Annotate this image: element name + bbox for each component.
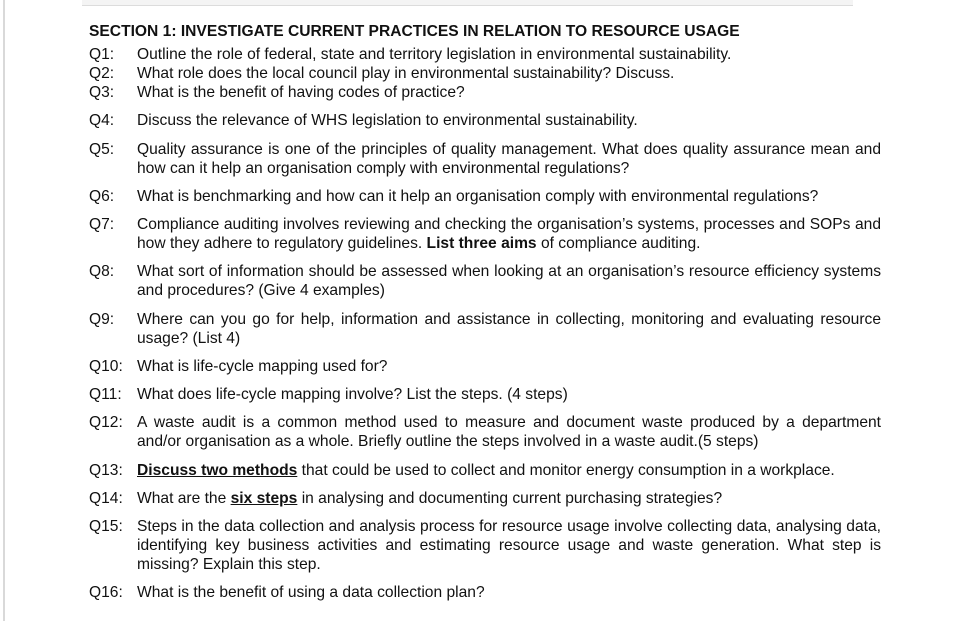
left-margin-rule <box>3 0 5 621</box>
top-page-edge <box>82 0 853 6</box>
question-text-emphasis: List three aims <box>426 235 537 252</box>
question-text: Steps in the data collection and analysis process for resource usage involve collecting data, analysing data, identifying key business activities and estimating resource usage and waste generation. What step is missing? Explain this step. <box>137 518 881 573</box>
question-number: Q3: <box>89 84 115 101</box>
question-q9 <box>89 310 881 348</box>
question-q3 <box>89 83 881 102</box>
question-q13 <box>89 461 881 480</box>
question-number: Q12: <box>89 414 123 431</box>
question-number: Q16: <box>89 584 123 601</box>
question-text-emphasis: Discuss two methods <box>137 462 298 479</box>
question-q14 <box>89 489 881 508</box>
question-text-part: of compliance auditing. <box>536 235 701 252</box>
question-text: What role does the local council play in environmental sustainability? Discuss. <box>137 65 675 82</box>
question-number: Q14: <box>89 490 123 507</box>
question-text: A waste audit is a common method used to measure and document waste produced by a department and/or organisation as a whole. Briefly outline the steps involved in a waste audit.(5 steps) <box>137 414 881 450</box>
document-body <box>89 21 881 602</box>
question-text: Discuss the relevance of WHS legislation to environmental sustainability. <box>137 112 638 129</box>
question-text: What sort of information should be assessed when looking at an organisation’s resource efficiency systems and procedures? (Give 4 examples) <box>137 263 881 299</box>
question-number: Q8: <box>89 263 115 280</box>
question-number: Q6: <box>89 188 115 205</box>
question-text: Where can you go for help, information and assistance in collecting, monitoring and evaluating resource usage? (List 4) <box>137 311 881 347</box>
question-q16 <box>89 583 881 602</box>
question-q2 <box>89 64 881 83</box>
question-number: Q5: <box>89 141 115 158</box>
question-q1 <box>89 45 881 64</box>
question-number: Q9: <box>89 311 115 328</box>
question-text: What is the benefit of using a data collection plan? <box>137 584 485 601</box>
question-number: Q1: <box>89 46 115 63</box>
question-text-emphasis: six steps <box>230 490 298 507</box>
question-text: What is the benefit of having codes of practice? <box>137 84 465 101</box>
question-q10 <box>89 357 881 376</box>
question-number: Q4: <box>89 112 115 129</box>
question-number: Q7: <box>89 216 115 233</box>
question-number: Q13: <box>89 462 123 479</box>
question-q11 <box>89 385 881 404</box>
question-q8 <box>89 262 881 300</box>
question-number: Q11: <box>89 386 122 403</box>
question-q15 <box>89 517 881 574</box>
question-number: Q2: <box>89 65 115 82</box>
question-q4 <box>89 111 881 130</box>
question-text-part: that could be used to collect and monitor energy consumption in a workplace. <box>297 462 835 479</box>
question-text <box>137 489 881 508</box>
question-text: Quality assurance is one of the principles of quality management. What does quality assurance mean and how can it help an organisation comply with environmental regulations? <box>137 141 881 177</box>
section-title: SECTION 1: INVESTIGATE CURRENT PRACTICES IN RELATION TO RESOURCE USAGE <box>89 23 740 40</box>
question-text: What does life-cycle mapping involve? List the steps. (4 steps) <box>137 386 568 403</box>
question-text-part: What are the <box>137 490 231 507</box>
question-text <box>137 215 881 253</box>
question-text: What is life-cycle mapping used for? <box>137 358 388 375</box>
question-text <box>137 461 881 480</box>
question-q7 <box>89 215 881 253</box>
question-text-part: Compliance auditing involves reviewing and checking the organisation’s systems, processes and SOPs and how they adhere to regulatory guidelines. <box>137 216 881 252</box>
question-q12 <box>89 413 881 451</box>
question-number: Q15: <box>89 518 123 535</box>
question-text: Outline the role of federal, state and territory legislation in environmental sustainability. <box>137 46 732 63</box>
question-q6 <box>89 187 881 206</box>
question-text-part: in analysing and documenting current purchasing strategies? <box>297 490 723 507</box>
question-text: What is benchmarking and how can it help an organisation comply with environmental regulations? <box>137 188 819 205</box>
question-number: Q10: <box>89 358 123 375</box>
question-q5 <box>89 140 881 178</box>
